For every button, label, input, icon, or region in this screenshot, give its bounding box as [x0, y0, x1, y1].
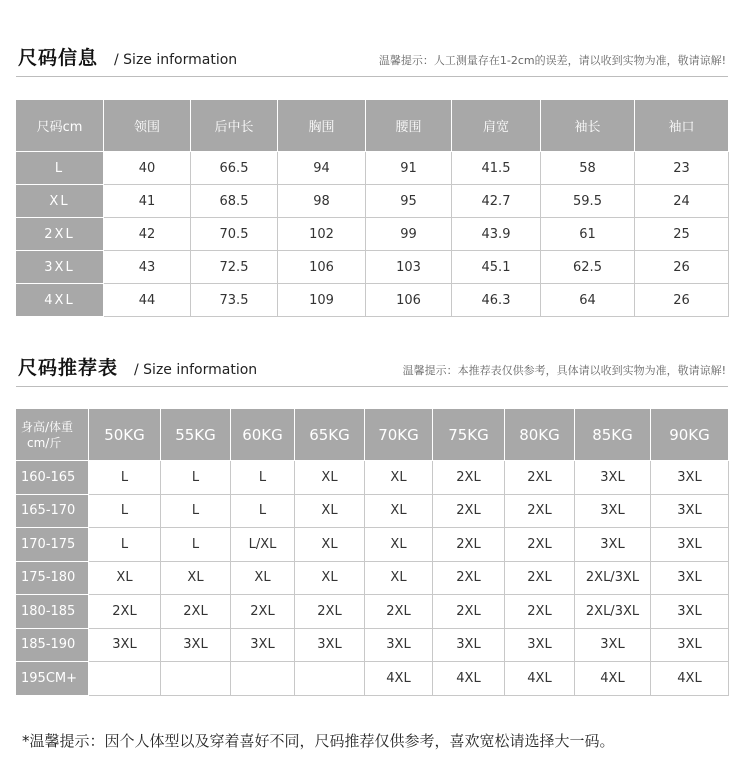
table-row	[16, 284, 729, 317]
table-cell: 43.9	[452, 218, 541, 251]
table-cell: 95	[366, 185, 452, 218]
table-cell: 4XL	[575, 662, 651, 696]
table-row	[16, 218, 729, 251]
table-cell: 2XL	[433, 528, 505, 562]
table-cell: 44	[104, 284, 191, 317]
table-cell: 91	[366, 152, 452, 185]
table-cell: L	[231, 461, 295, 495]
table-cell: 2XL/3XL	[575, 595, 651, 629]
table-cell: 62.5	[541, 251, 635, 284]
table-cell: 2XL	[505, 595, 575, 629]
table-cell: 3XL	[575, 461, 651, 495]
table-cell: 70.5	[191, 218, 278, 251]
table-cell: 68.5	[191, 185, 278, 218]
size-column-header: 尺码cm	[16, 100, 104, 152]
table-cell: XL	[365, 528, 433, 562]
size-recommend-subtitle: / Size information	[134, 362, 258, 378]
height-label-cell: 170-175	[16, 528, 89, 562]
table-row	[16, 251, 729, 284]
size-info-header	[16, 46, 728, 77]
table-cell: 102	[278, 218, 366, 251]
table-cell: 41	[104, 185, 191, 218]
size-recommend-title: 尺码推荐表	[18, 357, 119, 379]
weight-column-header: 75KG	[433, 409, 505, 461]
table-cell: 4XL	[433, 662, 505, 696]
weight-column-header: 55KG	[161, 409, 231, 461]
height-label-cell: 195CM+	[16, 662, 89, 696]
table-cell: 3XL	[575, 494, 651, 528]
table-cell: 24	[635, 185, 729, 218]
table-cell: 3XL	[651, 494, 729, 528]
table-cell: 66.5	[191, 152, 278, 185]
table-cell: 2XL	[433, 494, 505, 528]
table-row	[16, 528, 729, 562]
table-cell: L	[89, 528, 161, 562]
table-cell: 2XL	[295, 595, 365, 629]
table-cell: 3XL	[651, 561, 729, 595]
weight-column-header: 80KG	[505, 409, 575, 461]
table-cell: 98	[278, 185, 366, 218]
table-row	[16, 628, 729, 662]
measure-column-header: 腰围	[366, 100, 452, 152]
measure-column-header: 领围	[104, 100, 191, 152]
table-cell: 2XL	[231, 595, 295, 629]
table-cell: 40	[104, 152, 191, 185]
table-row	[16, 185, 729, 218]
table-cell: 106	[366, 284, 452, 317]
table-cell: 4XL	[505, 662, 575, 696]
table-cell: 26	[635, 251, 729, 284]
table-cell: 2XL	[433, 595, 505, 629]
measure-column-header: 袖口	[635, 100, 729, 152]
table-cell	[89, 662, 161, 696]
table-cell: 3XL	[89, 628, 161, 662]
table-cell: 99	[366, 218, 452, 251]
table-cell: XL	[161, 561, 231, 595]
table-cell: XL	[295, 528, 365, 562]
weight-column-header: 65KG	[295, 409, 365, 461]
table-row	[16, 461, 729, 495]
table-cell: 3XL	[651, 461, 729, 495]
table-cell: 46.3	[452, 284, 541, 317]
size-label-cell: 4XL	[16, 284, 104, 317]
height-label-cell: 160-165	[16, 461, 89, 495]
table-cell: L	[161, 528, 231, 562]
measure-column-header: 袖长	[541, 100, 635, 152]
table-cell: 3XL	[651, 595, 729, 629]
table-cell: XL	[365, 561, 433, 595]
height-label-cell: 180-185	[16, 595, 89, 629]
weight-column-header: 90KG	[651, 409, 729, 461]
table-cell: 3XL	[575, 628, 651, 662]
measure-column-header: 后中长	[191, 100, 278, 152]
table-cell: 4XL	[365, 662, 433, 696]
table-cell: 2XL	[505, 561, 575, 595]
table-cell: 42.7	[452, 185, 541, 218]
size-recommend-note: 温馨提示：本推荐表仅供参考，具体请以收到实物为准，敬请谅解!	[402, 364, 726, 377]
weight-column-header: 70KG	[365, 409, 433, 461]
table-cell: L	[89, 461, 161, 495]
table-cell: 2XL	[505, 494, 575, 528]
table-cell: 42	[104, 218, 191, 251]
size-recommend-header	[16, 356, 728, 387]
table-cell: XL	[295, 494, 365, 528]
size-info-note: 温馨提示：人工测量存在1-2cm的误差，请以收到实物为准，敬请谅解!	[378, 54, 726, 67]
table-cell: 2XL	[365, 595, 433, 629]
size-info-subtitle: / Size information	[114, 52, 238, 68]
size-label-cell: XL	[16, 185, 104, 218]
table-cell: XL	[365, 494, 433, 528]
size-label-cell: 3XL	[16, 251, 104, 284]
table-cell: 64	[541, 284, 635, 317]
table-cell: XL	[295, 461, 365, 495]
table-row	[16, 595, 729, 629]
table-cell: 41.5	[452, 152, 541, 185]
measure-column-header: 肩宽	[452, 100, 541, 152]
size-measurement-table	[15, 99, 729, 317]
table-cell: 25	[635, 218, 729, 251]
weight-column-header: 50KG	[89, 409, 161, 461]
table-cell: 2XL	[433, 561, 505, 595]
table-cell: L	[161, 494, 231, 528]
table-cell: XL	[231, 561, 295, 595]
table-cell: 61	[541, 218, 635, 251]
table-cell: 3XL	[365, 628, 433, 662]
height-label-cell: 165-170	[16, 494, 89, 528]
table-cell: 3XL	[161, 628, 231, 662]
table-cell	[231, 662, 295, 696]
table-cell: 26	[635, 284, 729, 317]
table-header-row	[16, 409, 729, 461]
table-cell: 4XL	[651, 662, 729, 696]
table-row	[16, 494, 729, 528]
table-row	[16, 561, 729, 595]
table-cell: XL	[365, 461, 433, 495]
size-recommend-table	[15, 408, 729, 696]
table-cell: 23	[635, 152, 729, 185]
table-cell: L	[161, 461, 231, 495]
table-cell: XL	[295, 561, 365, 595]
size-label-cell: 2XL	[16, 218, 104, 251]
table-cell: 2XL/3XL	[575, 561, 651, 595]
table-cell: L	[231, 494, 295, 528]
table-row	[16, 662, 729, 696]
table-cell: 94	[278, 152, 366, 185]
corner-line2: cm/斤	[27, 435, 62, 450]
weight-column-header: 60KG	[231, 409, 295, 461]
table-cell: L/XL	[231, 528, 295, 562]
corner-header-cell	[16, 409, 89, 461]
table-row	[16, 152, 729, 185]
table-cell	[295, 662, 365, 696]
table-cell: 2XL	[89, 595, 161, 629]
height-label-cell: 185-190	[16, 628, 89, 662]
size-info-title: 尺码信息	[18, 47, 99, 69]
table-cell: 3XL	[433, 628, 505, 662]
footer-note: *温馨提示：因个人体型以及穿着喜好不同，尺码推荐仅供参考，喜欢宽松请选择大一码。	[22, 732, 615, 750]
table-cell: 3XL	[575, 528, 651, 562]
table-cell: XL	[89, 561, 161, 595]
table-cell: 2XL	[505, 528, 575, 562]
table-cell: 2XL	[161, 595, 231, 629]
table-cell: 103	[366, 251, 452, 284]
corner-line1: 身高/体重	[21, 419, 74, 434]
height-label-cell: 175-180	[16, 561, 89, 595]
table-cell: 43	[104, 251, 191, 284]
table-cell: 2XL	[505, 461, 575, 495]
table-cell: 58	[541, 152, 635, 185]
table-cell: 73.5	[191, 284, 278, 317]
table-cell: 109	[278, 284, 366, 317]
size-label-cell: L	[16, 152, 104, 185]
table-cell: 3XL	[505, 628, 575, 662]
measure-column-header: 胸围	[278, 100, 366, 152]
table-cell: 3XL	[651, 528, 729, 562]
table-cell: L	[89, 494, 161, 528]
table-cell: 72.5	[191, 251, 278, 284]
table-cell: 59.5	[541, 185, 635, 218]
table-cell: 45.1	[452, 251, 541, 284]
table-cell: 106	[278, 251, 366, 284]
table-cell: 3XL	[231, 628, 295, 662]
table-cell: 2XL	[433, 461, 505, 495]
table-cell: 3XL	[295, 628, 365, 662]
table-cell: 3XL	[651, 628, 729, 662]
table-cell	[161, 662, 231, 696]
table-header-row	[16, 100, 729, 152]
weight-column-header: 85KG	[575, 409, 651, 461]
